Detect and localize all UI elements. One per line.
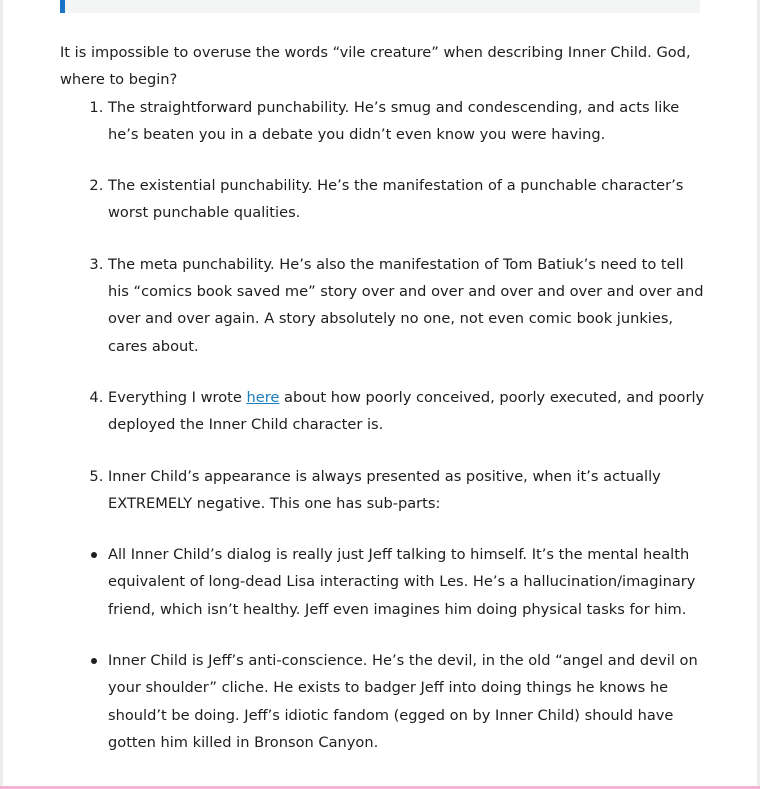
list-item-1: 1. The straightforward punchability. He’s smug and condescending, and acts like he’s beaten you in a debate you didn’t even know you were having.: [108, 94, 705, 149]
bulleted-list: [60, 541, 705, 756]
list-item-4-text-after: about how poorly conceived, poorly executed, and poorly deployed the Inner Child character is.: [108, 388, 705, 434]
intro-paragraph: It is impossible to overuse the words “vile creature” when describing Inner Child. God, where to begin?: [60, 44, 691, 89]
list-item-2: 2. The existential punchability. He’s the manifestation of a punchable character’s worst punchable qualities.: [108, 172, 705, 227]
list-item-4: [108, 384, 705, 439]
page-left-edge: [0, 0, 3, 789]
list-item-5: 5. Inner Child’s appearance is always presented as positive, when it’s actually EXTREMELY negative. This one has sub-parts:: [108, 463, 705, 518]
bullet-item-1: All Inner Child’s dialog is really just Jeff talking to himself. It’s the mental health equivalent of long-dead Lisa interacting with Les. He’s a hallucination/imaginary friend, which isn’t healthy. Jeff even imagines him doing physical tasks for him.: [108, 541, 705, 623]
list-item-4-text-before: Everything I wrote: [108, 388, 247, 406]
bullet-item-2: Inner Child is Jeff’s anti-conscience. He’s the devil, in the old “angel and devil on your shoulder” cliche. He exists to badger Jeff into doing things he knows he should’t be doing. Jeff’s idiotic fandom (egged on by Inner Child) should have gotten him killed in Bronson Canyon.: [108, 647, 705, 756]
blockquote-tail: [60, 0, 700, 13]
post-content: [60, 39, 705, 780]
here-link[interactable]: here: [246, 388, 280, 406]
list-item-3: 3. The meta punchability. He’s also the manifestation of Tom Batiuk’s need to tell his “comics book saved me” story over and over and over and over and over and over and over again. A story absolutely no one, not even comic book junkies, cares about.: [108, 251, 705, 360]
numbered-list: [60, 94, 705, 518]
